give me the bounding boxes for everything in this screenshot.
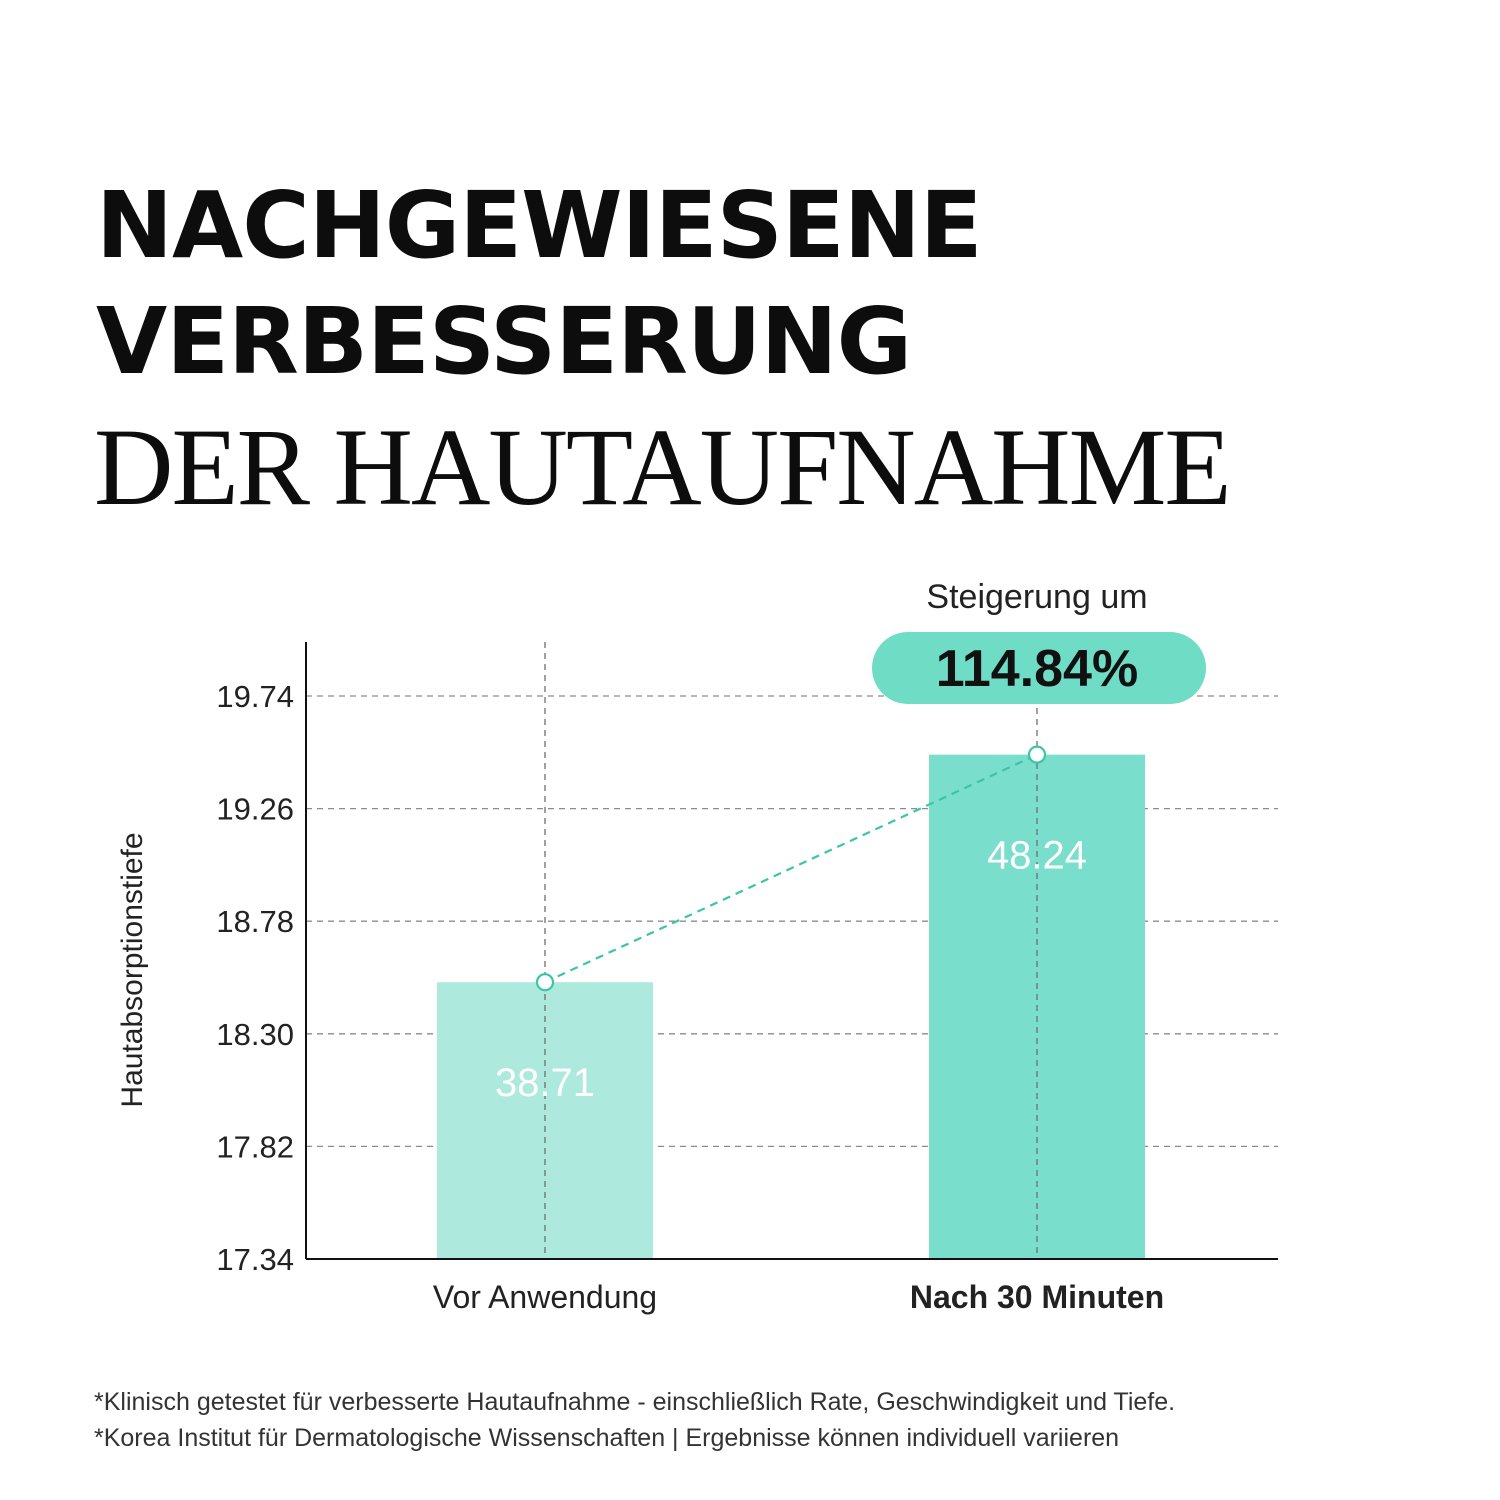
y-tick-label: 19.26 xyxy=(216,791,294,827)
y-tick-label: 19.74 xyxy=(216,679,294,714)
footnote-2: *Korea Institut für Dermatologische Wissenschaften | Ergebnisse können individuell variieren xyxy=(94,1424,1120,1452)
y-tick-label: 17.34 xyxy=(216,1242,294,1277)
bars xyxy=(437,755,1145,1259)
headline-line-1: NACHGEWIESENE xyxy=(96,172,982,279)
y-tick-label: 18.78 xyxy=(216,904,294,940)
x-category-label: Vor Anwendung xyxy=(432,1279,658,1315)
headline-line-2: VERBESSERUNG xyxy=(96,288,912,395)
headline-line-3: DER HAUTAUFNAHME xyxy=(94,406,1230,528)
bar-value-label: 48.24 xyxy=(986,833,1088,878)
percentage-value: 114.84% xyxy=(935,640,1139,698)
footnote-1: *Klinisch getestet für verbesserte Hautaufnahme - einschließlich Rate, Geschwindigkeit und Tiefe. xyxy=(94,1388,1176,1416)
y-tick-label: 18.30 xyxy=(216,1016,294,1052)
y-axis-title: Hautabsorptionstiefe xyxy=(116,832,149,1108)
annotation-caption: Steigerung um xyxy=(926,578,1148,616)
trend-point xyxy=(537,974,553,990)
x-category-label: Nach 30 Minuten xyxy=(909,1279,1165,1315)
trend-point xyxy=(1029,747,1045,763)
y-tick-label: 17.82 xyxy=(216,1129,294,1165)
bar-value-label: 38.71 xyxy=(494,1061,596,1106)
